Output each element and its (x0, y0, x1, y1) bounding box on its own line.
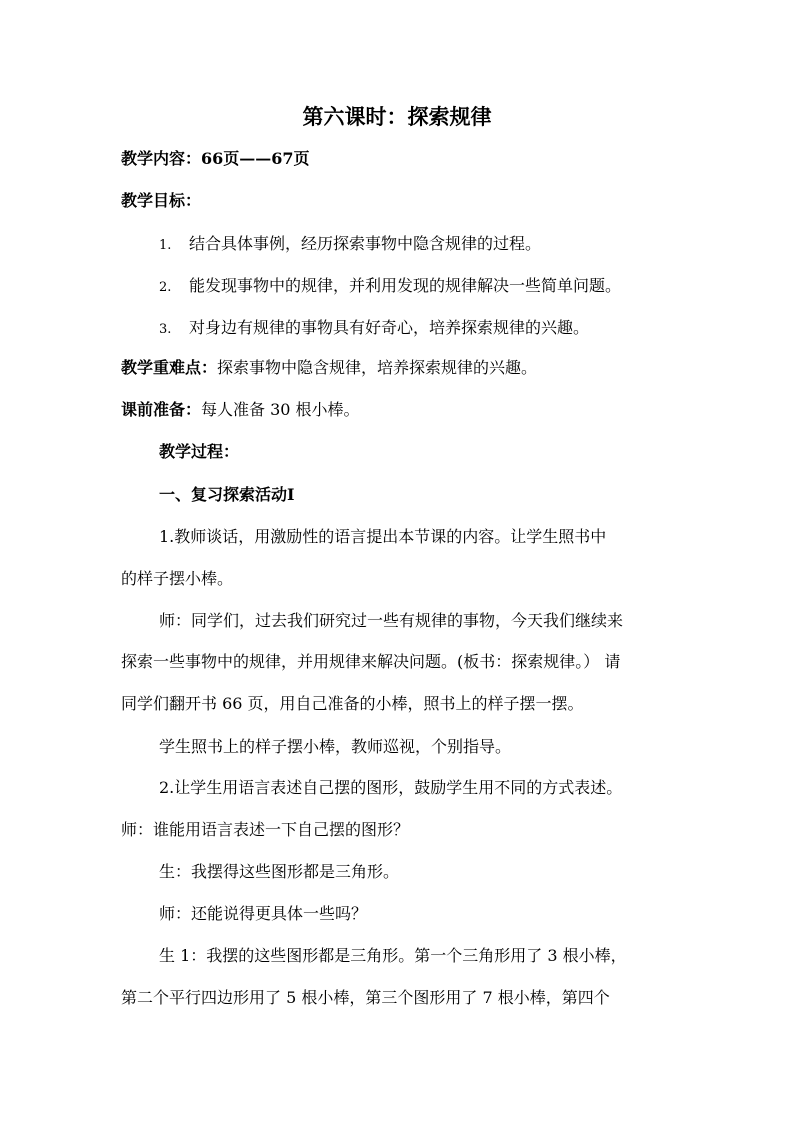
body-line: 的样子摆小棒。 (121, 569, 234, 588)
preparation-value: 每人准备 30 根小棒。 (201, 400, 360, 419)
objective-text: 能发现事物中的规律，并利用发现的规律解决一些简单问题。 (189, 276, 622, 295)
section-heading: 一、复习探索活动Ⅰ (159, 485, 295, 504)
content-label: 教学内容： (121, 149, 202, 168)
objective-item (159, 317, 719, 341)
body-line: 师：谁能用语言表述一下自己摆的图形？ (121, 820, 410, 839)
objective-text: 结合具体事例，经历探索事物中隐含规律的过程。 (189, 234, 542, 253)
objective-number: 3. (159, 322, 172, 337)
page-title: 第六课时：探索规律 (302, 104, 492, 129)
body-line: 2.让学生用语言表述自己摆的图形，鼓励学生用不同的方式表述。 (159, 778, 623, 797)
objective-number: 2. (159, 280, 172, 295)
body-line: 学生照书上的样子摆小棒，教师巡视，个别指导。 (159, 737, 512, 756)
key-points-label: 教学重难点： (121, 358, 218, 377)
body-line: 师：同学们，过去我们研究过一些有规律的事物，今天我们继续来 (159, 611, 624, 630)
body-line: 第二个平行四边形用了 5 根小棒，第三个图形用了 7 根小棒，第四个 (121, 988, 610, 1007)
content-row (121, 148, 681, 170)
body-line: 探索一些事物中的规律，并用规律来解决问题。(板书：探索规律。） 请 (121, 652, 621, 671)
preparation-label: 课前准备： (121, 400, 202, 419)
objective-number: 1. (159, 238, 172, 253)
key-points-row (121, 357, 681, 379)
process-heading: 教学过程： (159, 442, 240, 461)
content-value: 66页——67页 (201, 149, 310, 168)
key-points-value: 探索事物中隐含规律，培养探索规律的兴趣。 (217, 358, 538, 377)
body-line: 1.教师谈话，用激励性的语言提出本节课的内容。让学生照书中 (159, 527, 607, 546)
objective-text: 对身边有规律的事物具有好奇心，培养探索规律的兴趣。 (189, 318, 590, 337)
body-line: 同学们翻开书 66 页，用自己准备的小棒，照书上的样子摆一摆。 (121, 694, 584, 713)
body-line: 生 1：我摆的这些图形都是三角形。第一个三角形用了 3 根小棒， (159, 946, 627, 965)
objectives-label: 教学目标： (121, 191, 202, 210)
body-line: 生：我摆得这些图形都是三角形。 (159, 862, 400, 881)
objective-item (159, 233, 719, 257)
objective-item (159, 275, 719, 299)
body-line: 师：还能说得更具体一些吗？ (159, 904, 368, 923)
preparation-row (121, 399, 681, 421)
